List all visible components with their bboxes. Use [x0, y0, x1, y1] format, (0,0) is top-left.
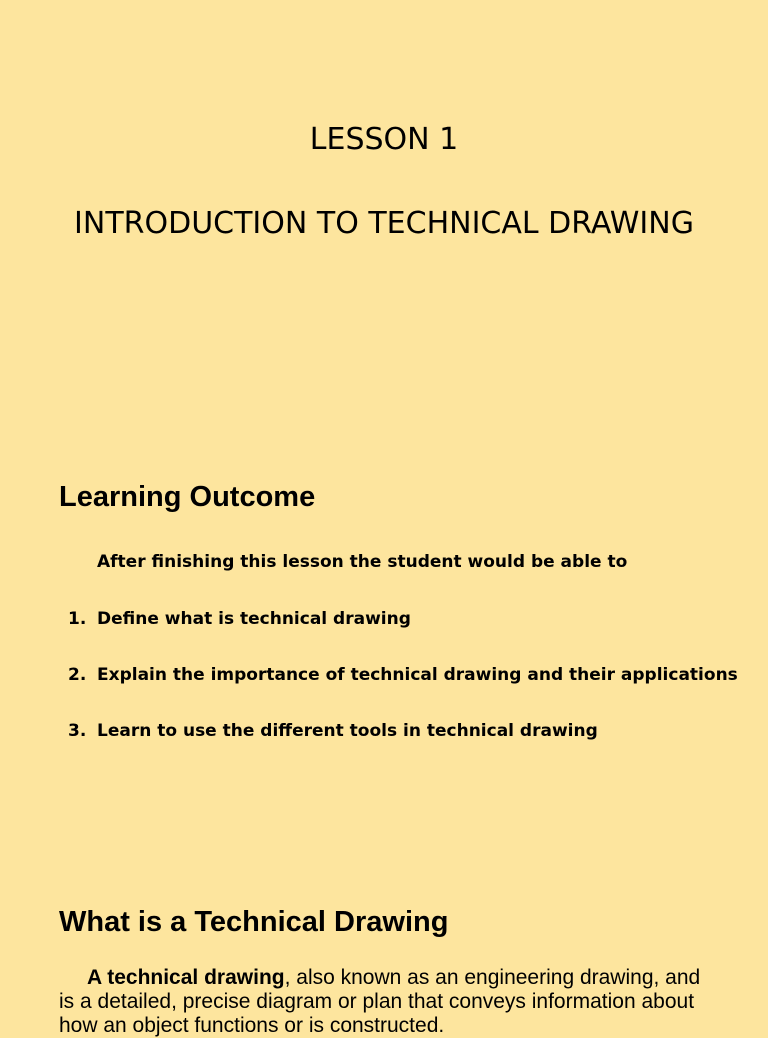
list-item-number: 3. — [68, 721, 87, 741]
lesson-number-title: LESSON 1 — [309, 122, 459, 157]
list-item-text: Explain the importance of technical drawing and their applications — [97, 665, 738, 685]
list-item — [68, 607, 738, 631]
definition-text: , also known as an engineering drawing, and is a detailed, precise diagram or plan that conveys information about how an object functions or is constructed. — [59, 966, 701, 1037]
list-item-text: Learn to use the different tools in technical drawing — [97, 721, 598, 741]
list-item-number: 2. — [68, 665, 87, 685]
learning-outcome-list — [68, 607, 738, 775]
list-item — [68, 663, 738, 687]
list-item — [68, 719, 738, 743]
learning-outcome-heading: Learning Outcome — [59, 481, 316, 513]
lesson-main-title: INTRODUCTION TO TECHNICAL DRAWING — [74, 206, 694, 241]
learning-outcome-intro: After finishing this lesson the student would be able to — [97, 552, 628, 572]
list-item-text: Define what is technical drawing — [97, 609, 411, 629]
list-item-number: 1. — [68, 609, 87, 629]
technical-drawing-heading: What is a Technical Drawing — [59, 906, 449, 938]
definition-term: A technical drawing — [87, 966, 285, 989]
technical-drawing-definition — [59, 966, 719, 1038]
